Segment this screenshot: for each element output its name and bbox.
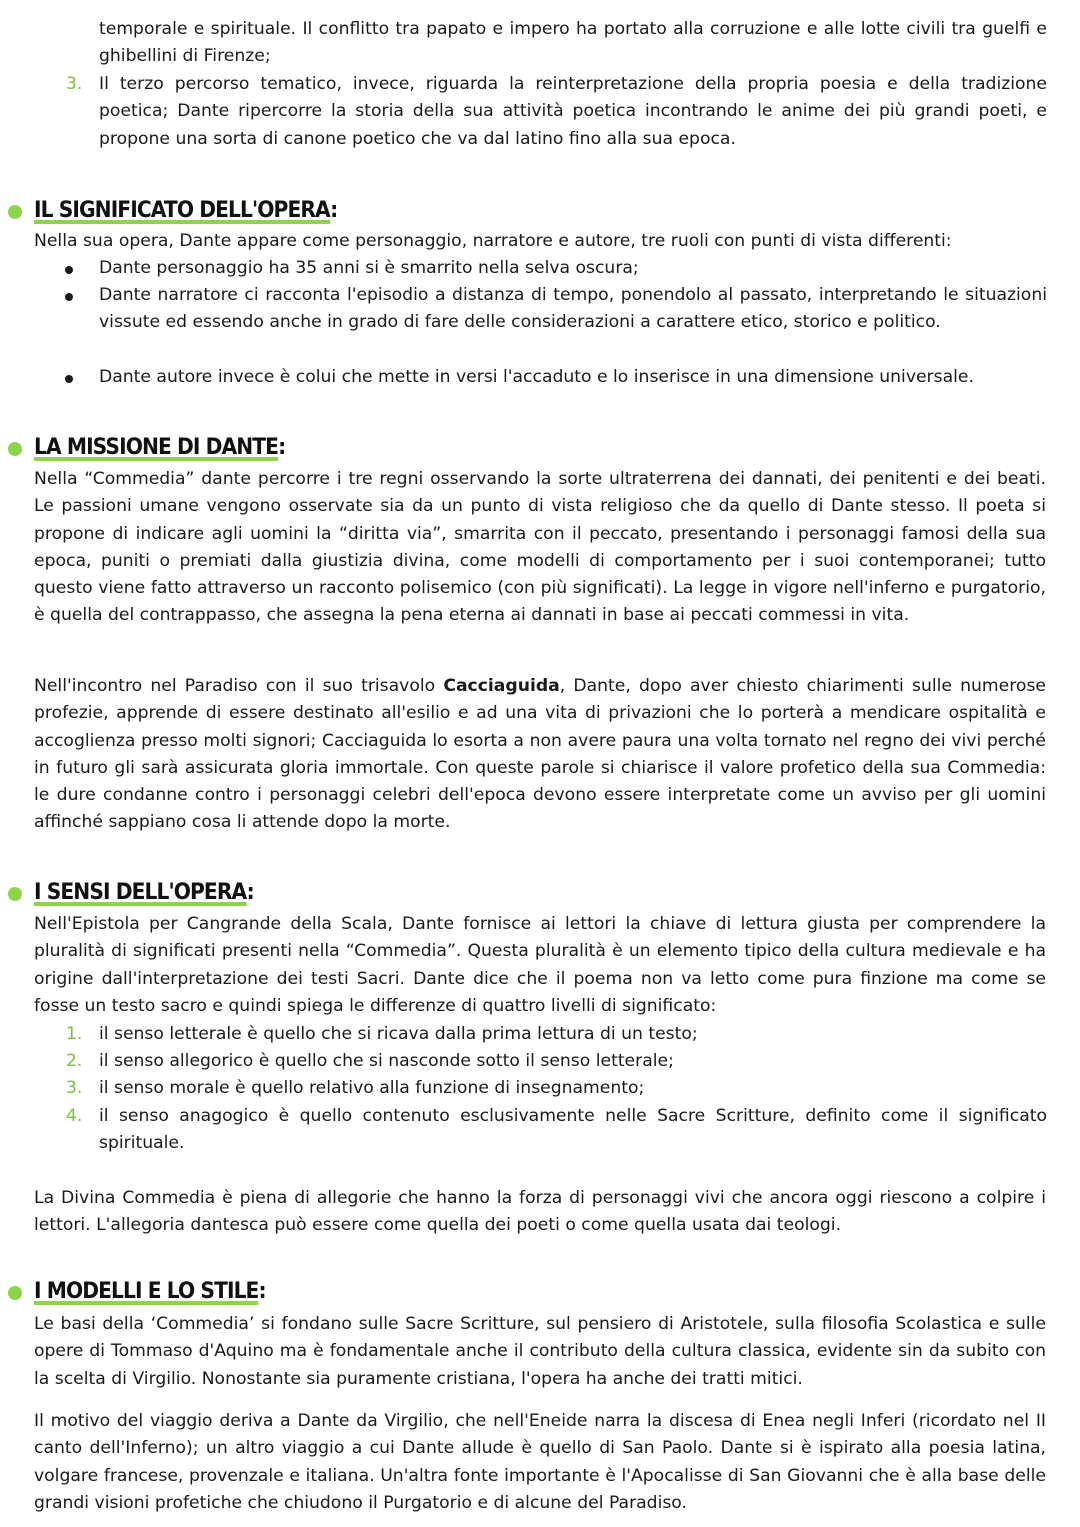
list-item-percorso-3: Il terzo percorso tematico, invece, riguarda la reinterpretazione della propria poesia e della tradizione poetica; Dante ripercorre la storia della sua attività poetica incontrando le anime dei più grandi poeti, e propone una sorta di canone poetico che va dal latino fino alla sua epoca.: [99, 74, 1047, 149]
list-item-continuation: temporale e spirituale. Il conflitto tra papato e impero ha portato alla corruzione e alle lotte civili tra guelfi e ghibellini di Firenze;: [99, 19, 1047, 67]
bullet-icon: [65, 266, 73, 274]
heading-text: I SENSI DELL'OPERA: [34, 880, 247, 905]
bullet-icon: [65, 293, 73, 301]
bold-name: Cacciaguida: [443, 676, 560, 696]
heading-colon: :: [330, 198, 338, 223]
heading-colon: :: [278, 435, 286, 460]
paragraph: Nell'Epistola per Cangrande della Scala, Dante fornisce ai lettori la chiave di lettura giusta per comprendere la pluralità di significati presenti nella “Commedia”. Questa pluralità è un elemento tipico della cultura medievale e ha origine dall'interpretazione dei testi Sacri. Dante dice che il poema non va letto come pura finzione ma come se fosse un testo sacro e quindi spiega le differenze di quattro livelli di significato:: [34, 914, 1046, 1016]
list-number: 2.: [66, 1051, 83, 1071]
paragraph: Le basi della ‘Commedia’ si fondano sulle Sacre Scritture, sul pensiero di Aristotele, sulla filosofia Scolastica e sulle opere di Tommaso d'Aquino ma è fondamentale anche il contributo della cultura classica, evidente sin da subito con la scelta di Virgilio. Nonostante sia puramente cristiana, l'opera ha anche dei tratti mitici.: [34, 1314, 1046, 1389]
paragraph: La Divina Commedia è piena di allegorie che hanno la forza di personaggi vivi che ancora oggi riescono a colpire i lettori. L'allegoria dantesca può essere come quella dei poeti o come quella usata dai teologi.: [34, 1188, 1046, 1236]
section-bullet-icon: [8, 205, 22, 219]
list-item: il senso allegorico è quello che si nasconde sotto il senso letterale;: [99, 1051, 674, 1071]
list-item: il senso letterale è quello che si ricava dalla prima lettura di un testo;: [99, 1024, 698, 1044]
list-item: il senso anagogico è quello contenuto esclusivamente nelle Sacre Scritture, definito come il significato spirituale.: [99, 1106, 1047, 1154]
list-number: 4.: [66, 1106, 83, 1126]
list-item: il senso morale è quello relativo alla funzione di insegnamento;: [99, 1078, 645, 1098]
heading-modelli: [34, 1277, 266, 1307]
heading-colon: :: [258, 1279, 266, 1304]
paragraph: Nella sua opera, Dante appare come personaggio, narratore e autore, tre ruoli con punti di vista differenti:: [34, 231, 952, 251]
heading-missione: [34, 433, 285, 463]
paragraph: Il motivo del viaggio deriva a Dante da Virgilio, che nell'Eneide narra la discesa di Enea negli Inferi (ricordato nel II canto dell'Inferno); un altro viaggio a cui Dante allude è quello di San Paolo. Dante si è ispirato alla poesia latina, volgare francese, provenzale e italiana. Un'altra fonte importante è l'Apocalisse di San Giovanni che è alla base delle grandi visioni profetiche che chiudono il Purgatorio e di alcune del Paradiso.: [34, 1411, 1046, 1513]
paragraph-cacciaguida: [34, 673, 1046, 837]
heading-significato: [34, 196, 337, 226]
list-item: Dante narratore ci racconta l'episodio a distanza di tempo, ponendolo al passato, interpretando le situazioni vissute ed essendo anche in grado di fare delle considerazioni a carattere etico, storico e politico.: [99, 285, 1047, 333]
heading-colon: :: [246, 880, 254, 905]
section-bullet-icon: [8, 1286, 22, 1300]
heading-text: IL SIGNIFICATO DELL'OPERA: [34, 198, 331, 223]
list-number: 1.: [66, 1024, 83, 1044]
bullet-icon: [65, 375, 73, 383]
list-item: Dante autore invece è colui che mette in versi l'accaduto e lo inserisce in una dimensione universale.: [99, 367, 974, 387]
section-bullet-icon: [8, 887, 22, 901]
paragraph: Nella “Commedia” dante percorre i tre regni osservando la sorte ultraterrena dei dannati, dei penitenti e dei beati. Le passioni umane vengono osservate sia da un punto di vista religioso che da quello di Dante stesso. Il poeta si propone di indicare agli uomini la “diritta via”, smarrita con il peccato, presentando i personaggi famosi della sua epoca, puniti o premiati dalla giustizia divina, come modelli di comportamento per i suoi contemporanei; tutto questo viene fatto attraverso un racconto polisemico (con più significati). La legge in vigore nell'inferno e purgatorio, è quella del contrappasso, che assegna la pena eterna ai dannati in base ai peccati commessi in vita.: [34, 469, 1046, 626]
text-span: Nell'incontro nel Paradiso con il suo trisavolo: [34, 676, 444, 696]
heading-sensi: [34, 878, 254, 908]
list-number: 3.: [66, 1078, 83, 1098]
list-number: 3.: [66, 74, 83, 94]
list-item: Dante personaggio ha 35 anni si è smarrito nella selva oscura;: [99, 258, 639, 278]
section-bullet-icon: [8, 442, 22, 456]
text-span: , Dante, dopo aver chiesto chiarimenti sulle numerose profezie, apprende di essere destinato all'esilio e ad una vita di privazioni che lo porterà a mendicare ospitalità e accoglienza presso molti signori; Cacciaguida lo esorta a non avere paura una volta tornato nel regno dei vivi perché in futuro gli sarà assicurata gloria immortale. Con queste parole si chiarisce il valore profetico della sua Commedia: le dure condanne contro i personaggi celebri dell'epoca devono essere interpretate come un avviso per gli uomini affinché sappiano cosa li attende dopo la morte.: [34, 676, 1046, 833]
heading-text: LA MISSIONE DI DANTE: [34, 435, 279, 460]
heading-text: I MODELLI E LO STILE: [34, 1279, 259, 1304]
